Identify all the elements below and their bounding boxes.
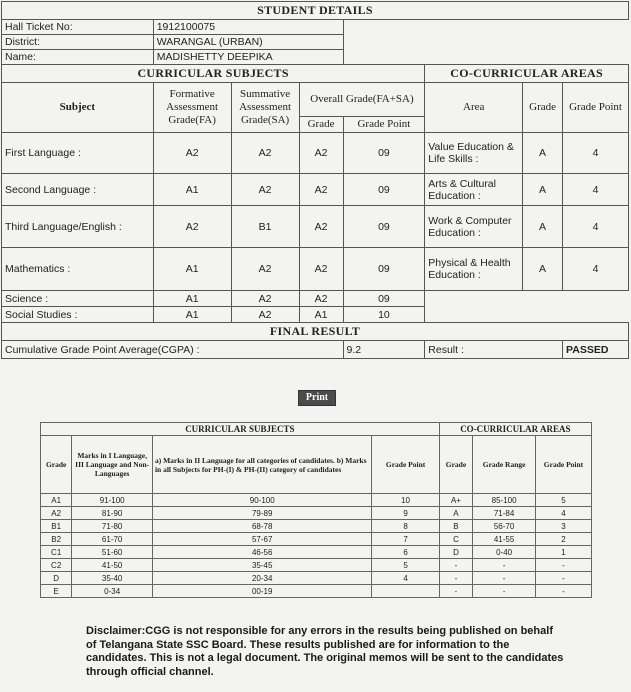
col-area-gp: Grade Point <box>563 83 629 133</box>
legend-area-gp: 1 <box>535 546 591 559</box>
legend-grade: C1 <box>41 546 72 559</box>
subject-gp: 09 <box>343 133 425 174</box>
legend-grade: D <box>41 572 72 585</box>
legend-row <box>41 572 592 585</box>
subject-row <box>2 291 629 307</box>
subject-fa: A2 <box>153 206 231 248</box>
legend-grade: B2 <box>41 533 72 546</box>
col-grade-point: Grade Point <box>343 117 425 133</box>
subject-fa: A1 <box>153 291 231 307</box>
legend-marks-other: 35-45 <box>152 559 372 572</box>
subject-name: Mathematics : <box>2 248 154 291</box>
legend-grade-point: 8 <box>372 520 439 533</box>
subject-row <box>2 206 629 248</box>
legend-marks-lang: 71-80 <box>72 520 153 533</box>
legend-area-gp: 3 <box>535 520 591 533</box>
student-details-title: STUDENT DETAILS <box>2 2 629 20</box>
legend-row <box>41 533 592 546</box>
col-subject: Subject <box>2 83 154 133</box>
legend-area-gp: - <box>535 572 591 585</box>
result-label: Result : <box>425 341 563 359</box>
subject-sa: A2 <box>231 291 299 307</box>
legend-row <box>41 546 592 559</box>
hall-ticket-value: 1912100075 <box>153 20 343 35</box>
subject-gp: 09 <box>343 206 425 248</box>
legend-marks-lang: 41-50 <box>72 559 153 572</box>
legend-marks-lang: 91-100 <box>72 494 153 507</box>
legend-marks-lang: 61-70 <box>72 533 153 546</box>
subject-fa: A1 <box>153 174 231 206</box>
subject-fa: A2 <box>153 133 231 174</box>
area-name: Work & Computer Education : <box>425 206 523 248</box>
legend-row <box>41 559 592 572</box>
legend-grade-point: 7 <box>372 533 439 546</box>
legend-col-area-grade: Grade <box>439 436 473 494</box>
grading-legend-table <box>40 422 592 598</box>
col-overall: Overall Grade(FA+SA) <box>299 83 425 117</box>
subject-sa: A2 <box>231 248 299 291</box>
legend-grade: A1 <box>41 494 72 507</box>
legend-grade: B1 <box>41 520 72 533</box>
print-button[interactable]: Print <box>298 390 336 406</box>
col-fa: Formative Assessment Grade(FA) <box>153 83 231 133</box>
legend-grade: C2 <box>41 559 72 572</box>
area-grade: A <box>523 206 563 248</box>
legend-marks-other: 00-19 <box>152 585 372 598</box>
legend-area-grade: B <box>439 520 473 533</box>
legend-col-grade-point: Grade Point <box>372 436 439 494</box>
final-result-title: FINAL RESULT <box>2 323 629 341</box>
legend-grade-point: 9 <box>372 507 439 520</box>
legend-grade-range: - <box>473 559 536 572</box>
legend-area-grade: - <box>439 572 473 585</box>
legend-marks-other: 57-67 <box>152 533 372 546</box>
area-gp: 4 <box>563 133 629 174</box>
legend-grade-point: 5 <box>372 559 439 572</box>
col-grade: Grade <box>299 117 343 133</box>
subject-grade: A2 <box>299 174 343 206</box>
subject-gp: 10 <box>343 307 425 323</box>
legend-row <box>41 494 592 507</box>
col-area-grade: Grade <box>523 83 563 133</box>
subject-gp: 09 <box>343 291 425 307</box>
subject-name: Science : <box>2 291 154 307</box>
area-gp: 4 <box>563 206 629 248</box>
area-grade: A <box>523 133 563 174</box>
cocurricular-title: CO-CURRICULAR AREAS <box>425 65 629 83</box>
cgpa-value: 9.2 <box>343 341 425 359</box>
legend-grade-range: 56-70 <box>473 520 536 533</box>
legend-grade-range: - <box>473 585 536 598</box>
subject-grade: A2 <box>299 206 343 248</box>
area-gp: 4 <box>563 248 629 291</box>
legend-curricular-title: CURRICULAR SUBJECTS <box>41 423 440 436</box>
legend-row <box>41 585 592 598</box>
legend-marks-other: 79-89 <box>152 507 372 520</box>
subject-sa: A2 <box>231 307 299 323</box>
legend-row <box>41 520 592 533</box>
legend-marks-other: 90-100 <box>152 494 372 507</box>
legend-grade-point <box>372 585 439 598</box>
legend-area-gp: 2 <box>535 533 591 546</box>
area-grade: A <box>523 248 563 291</box>
legend-grade-point: 10 <box>372 494 439 507</box>
legend-area-gp: 4 <box>535 507 591 520</box>
results-table <box>1 1 629 359</box>
hall-ticket-label: Hall Ticket No: <box>2 20 154 35</box>
subject-gp: 09 <box>343 248 425 291</box>
area-name: Physical & Health Education : <box>425 248 523 291</box>
legend-col-marks-note: a) Marks in II Language for all categories of candidates. b) Marks in all Subjects for PH-(I) & PH-(II) category of candidates <box>152 436 372 494</box>
col-area: Area <box>425 83 523 133</box>
legend-grade-range: 0-40 <box>473 546 536 559</box>
disclaimer-text: Disclaimer:CGG is not responsible for any errors in the results being published on behalf of Telangana State SSC Board. These results published are for information to the candidates. This is not a legal document. The original memos will be sent to the candidates through official channel. <box>86 625 564 678</box>
legend-area-grade: C <box>439 533 473 546</box>
legend-marks-other: 68-78 <box>152 520 372 533</box>
legend-marks-other: 46-56 <box>152 546 372 559</box>
col-sa: Summative Assessment Grade(SA) <box>231 83 299 133</box>
area-gp: 4 <box>563 174 629 206</box>
legend-col-grade: Grade <box>41 436 72 494</box>
subject-row <box>2 174 629 206</box>
legend-grade-range: 71-84 <box>473 507 536 520</box>
subject-fa: A1 <box>153 248 231 291</box>
legend-row <box>41 507 592 520</box>
subject-grade: A2 <box>299 291 343 307</box>
legend-area-grade: A+ <box>439 494 473 507</box>
legend-grade-point: 6 <box>372 546 439 559</box>
curricular-title: CURRICULAR SUBJECTS <box>2 65 425 83</box>
legend-grade-range: - <box>473 572 536 585</box>
name-label: Name: <box>2 50 154 65</box>
subject-row <box>2 248 629 291</box>
legend-marks-lang: 35-40 <box>72 572 153 585</box>
legend-grade-range: 85-100 <box>473 494 536 507</box>
area-name: Arts & Cultural Education : <box>425 174 523 206</box>
legend-grade: E <box>41 585 72 598</box>
district-value: WARANGAL (URBAN) <box>153 35 343 50</box>
legend-marks-lang: 0-34 <box>72 585 153 598</box>
subject-name: First Language : <box>2 133 154 174</box>
area-grade: A <box>523 174 563 206</box>
area-name: Value Education & Life Skills : <box>425 133 523 174</box>
name-value: MADISHETTY DEEPIKA <box>153 50 343 65</box>
subject-name: Second Language : <box>2 174 154 206</box>
subject-sa: A2 <box>231 174 299 206</box>
legend-area-grade: - <box>439 585 473 598</box>
legend-marks-other: 20-34 <box>152 572 372 585</box>
subject-name: Social Studies : <box>2 307 154 323</box>
legend-marks-lang: 51-60 <box>72 546 153 559</box>
legend-area-gp: - <box>535 559 591 572</box>
subject-grade: A2 <box>299 133 343 174</box>
subject-gp: 09 <box>343 174 425 206</box>
legend-col-area-gp: Grade Point <box>535 436 591 494</box>
result-value: PASSED <box>563 341 629 359</box>
subject-grade: A2 <box>299 248 343 291</box>
legend-area-gp: 5 <box>535 494 591 507</box>
subject-sa: B1 <box>231 206 299 248</box>
legend-marks-lang: 81-90 <box>72 507 153 520</box>
legend-area-grade: D <box>439 546 473 559</box>
cgpa-label: Cumulative Grade Point Average(CGPA) : <box>2 341 344 359</box>
subject-grade: A1 <box>299 307 343 323</box>
legend-area-grade: A <box>439 507 473 520</box>
legend-col-grade-range: Grade Range <box>473 436 536 494</box>
legend-cocurricular-title: CO-CURRICULAR AREAS <box>439 423 591 436</box>
legend-grade-point: 4 <box>372 572 439 585</box>
subject-name: Third Language/English : <box>2 206 154 248</box>
district-label: District: <box>2 35 154 50</box>
legend-area-grade: - <box>439 559 473 572</box>
legend-grade: A2 <box>41 507 72 520</box>
subject-row <box>2 133 629 174</box>
legend-area-gp: - <box>535 585 591 598</box>
subject-sa: A2 <box>231 133 299 174</box>
subject-fa: A1 <box>153 307 231 323</box>
legend-grade-range: 41-55 <box>473 533 536 546</box>
legend-col-marks-lang: Marks in I Language, III Language and Non-Languages <box>72 436 153 494</box>
